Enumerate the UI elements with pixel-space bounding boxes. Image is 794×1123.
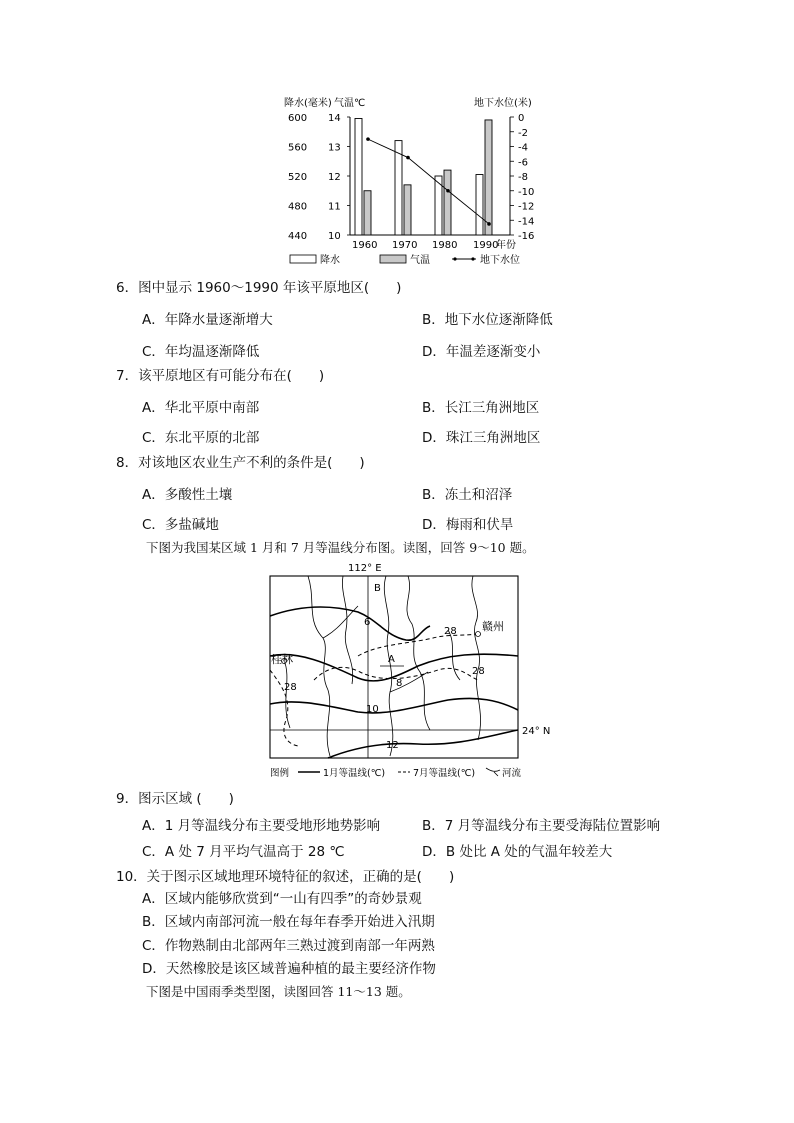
groundwater-point-1980 [446, 189, 450, 193]
q10-option-a[interactable]: A．区域内能够欣赏到“一山有四季”的奇妙景观 [142, 891, 422, 907]
q8-option-a[interactable]: A．多酸性土壤 [142, 487, 233, 503]
july-28-label-a: 28 [444, 626, 457, 637]
precip-tick-440: 440 [288, 231, 308, 242]
bars-group [355, 118, 492, 235]
water-ticks [510, 113, 534, 242]
q10-option-d[interactable]: D．天然橡胶是该区域普遍种植的最主要经济作物 [142, 961, 436, 977]
legend-swatch-temp [380, 255, 406, 263]
water-axis-title: 地下水位(米) [474, 98, 532, 109]
q7-stem: 7．该平原地区有可能分布在( ) [116, 368, 325, 384]
q6-option-a[interactable]: A．年降水量逐渐增大 [142, 312, 273, 328]
ganzhou-marker [476, 632, 481, 637]
groundwater-point-1970 [406, 156, 410, 160]
legend-precip: 降水 [320, 255, 340, 266]
q7-option-a[interactable]: A．华北平原中南部 [142, 400, 260, 416]
temp-bar-1970 [404, 185, 411, 235]
q7-option-c[interactable]: C．东北平原的北部 [142, 430, 260, 446]
july-isotherms [270, 634, 478, 746]
july-28-label-c: 28 [472, 666, 485, 677]
water-tick--4: -4 [518, 142, 528, 154]
q7-option-d[interactable]: D．珠江三角洲地区 [422, 430, 541, 446]
x-unit-label: 年份 [496, 240, 516, 251]
q8-option-c[interactable]: C．多盐碱地 [142, 517, 219, 533]
svg-text:7月等温线(℃): 7月等温线(℃) [413, 768, 476, 779]
groundwater-point-1990 [487, 222, 491, 226]
river-legend-icon [486, 768, 500, 776]
temp-tick-10: 10 [328, 231, 341, 242]
groundwater-line [368, 139, 489, 224]
precip-tick-520: 520 [288, 172, 308, 183]
q10-stem: 10．关于图示区域地理环境特征的叙述，正确的是( ) [116, 869, 455, 885]
legend-swatch-precip [290, 255, 316, 263]
water-tick--2: -2 [518, 127, 528, 139]
isotherm-12-label: 12 [386, 740, 399, 751]
q9-stem: 9．图示区域 ( ) [116, 791, 234, 807]
precip-axis-title: 降水(毫米) [284, 98, 332, 109]
latitude-label: 24° N [522, 726, 551, 737]
isotherm-map [268, 560, 560, 782]
q8-option-b[interactable]: B．冻土和沼泽 [422, 487, 513, 503]
isotherm-8-label: 8 [396, 678, 403, 689]
q8-stem: 8．对该地区农业生产不利的条件是( ) [116, 455, 365, 471]
water-tick--6: -6 [518, 157, 528, 169]
q10-option-c[interactable]: C．作物熟制由北部两年三熟过渡到南部一年两熟 [142, 938, 435, 954]
temp-tick-12: 12 [328, 172, 341, 183]
water-tick-0: 0 [518, 113, 525, 124]
map-intro: 下图为我国某区域 1 月和 7 月等温线分布图。读图，回答 9～10 题。 [146, 540, 535, 555]
map-legend [270, 767, 522, 779]
q6-option-d[interactable]: D．年温差逐渐变小 [422, 344, 541, 360]
q6-stem: 6．图中显示 1960～1990 年该平原地区( ) [116, 280, 402, 296]
point-a-label: A [388, 654, 395, 665]
temp-tick-14: 14 [328, 113, 341, 124]
q8-option-d[interactable]: D．梅雨和伏旱 [422, 517, 514, 533]
water-tick--12: -12 [518, 201, 535, 213]
temp-tick-13: 13 [328, 142, 341, 154]
rainy-season-intro: 下图是中国雨季类型图，读图回答 11～13 题。 [146, 984, 411, 999]
ganzhou-label: 赣州 [482, 620, 504, 633]
water-tick--10: -10 [518, 186, 535, 198]
q9-option-c[interactable]: C．A 处 7 月平均气温高于 28 ℃ [142, 844, 345, 860]
q7-option-b[interactable]: B．长江三角洲地区 [422, 400, 540, 416]
isotherm-10-label: 10 [366, 704, 379, 715]
chart-legend [290, 253, 520, 266]
point-b-label: B [374, 583, 381, 594]
water-tick--14: -14 [518, 216, 535, 228]
svg-text:图例: 图例 [270, 768, 290, 779]
x-label-1960: 1960 [352, 240, 378, 251]
q9-option-d[interactable]: D．B 处比 A 处的气温年较差大 [422, 844, 613, 860]
temp-bar-1960 [364, 191, 371, 235]
q6-option-c[interactable]: C．年均温逐渐降低 [142, 344, 260, 360]
water-tick--8: -8 [518, 172, 528, 183]
legend-water: 地下水位 [480, 255, 520, 266]
water-tick--16: -16 [518, 231, 535, 242]
q6-option-b[interactable]: B．地下水位逐渐降低 [422, 312, 553, 328]
temp-bar-1980 [444, 170, 451, 235]
q10-option-b[interactable]: B．区域内南部河流一般在每年春季开始进入汛期 [142, 914, 435, 930]
x-label-1970: 1970 [392, 240, 418, 251]
temp-axis-title: 气温℃ [334, 98, 366, 109]
q9-option-a[interactable]: A．1 月等温线分布主要受地形地势影响 [142, 818, 381, 834]
longitude-label: 112° E [348, 563, 382, 574]
temp-tick-11: 11 [328, 201, 341, 213]
x-label-1980: 1980 [432, 240, 458, 251]
july-28-label-b: 28 [284, 682, 297, 693]
temp-ticks [328, 113, 350, 242]
precip-tick-560: 560 [288, 142, 308, 154]
precip-tick-600: 600 [288, 113, 308, 124]
x-category-labels [352, 240, 498, 251]
q9-option-b[interactable]: B．7 月等温线分布主要受海陆位置影响 [422, 818, 661, 834]
groundwater-point-1960 [366, 137, 370, 141]
groundwater-line-group [366, 137, 491, 225]
precip-bar-1990 [476, 175, 483, 235]
precip-ticks [288, 113, 307, 242]
precip-bar-1960 [355, 118, 362, 235]
isotherm-6-label: 6 [364, 617, 371, 628]
january-isotherms [270, 607, 518, 758]
temp-bar-1990 [485, 120, 492, 235]
x-label-1990: 1990 [473, 240, 499, 251]
svg-text:河流: 河流 [502, 768, 522, 779]
legend-temp: 气温 [410, 255, 430, 266]
svg-text:1月等温线(℃): 1月等温线(℃) [323, 768, 386, 779]
climate-groundwater-chart [270, 92, 540, 270]
precip-tick-480: 480 [288, 201, 308, 213]
guilin-label: 桂林 [271, 653, 293, 666]
